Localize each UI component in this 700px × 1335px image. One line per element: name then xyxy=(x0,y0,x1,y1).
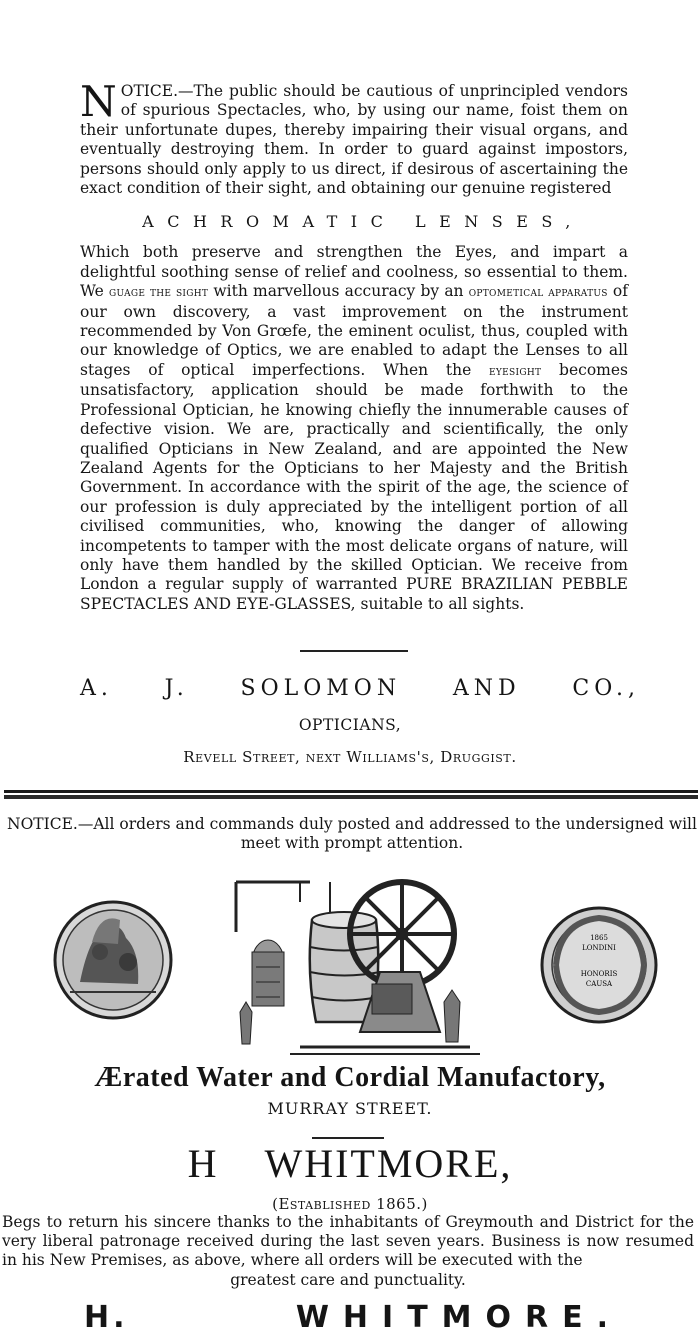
firm-address: Revell Street, next Williams's, Druggist. xyxy=(183,748,517,766)
firm-word: AND xyxy=(452,676,521,701)
whitmore-body-last: greatest care and punctuality. xyxy=(230,1270,466,1289)
lenses-heading: ACHROMATIC LENSES, xyxy=(142,212,584,232)
manufactory-headline: Ærated Water and Cordial Manufactory, xyxy=(94,1062,606,1093)
footer-initial: H. xyxy=(84,1300,129,1335)
medal-left-icon xyxy=(55,902,171,1018)
eyesight-smallcaps: eyesight xyxy=(489,363,542,379)
divider-rule xyxy=(312,1137,384,1139)
solomon-advert xyxy=(80,77,628,614)
medal-right-icon xyxy=(542,908,656,1022)
medal-text: LONDINI xyxy=(582,944,616,952)
whitmore-body-text: Begs to return his sincere thanks to the inhabitants of Greymouth and District for the very liberal patronage received during the last seven years. Business is now resumed in his New Premises, as above, where all orders will be executed with the xyxy=(2,1213,694,1270)
footer-signature xyxy=(0,1300,700,1335)
column-separator xyxy=(4,795,698,799)
gauge-smallcaps: guage the sight xyxy=(109,285,209,301)
firm-word: J. xyxy=(164,676,189,701)
proprietor-name xyxy=(0,1140,700,1187)
proprietor-surname: WHITMORE, xyxy=(264,1141,513,1186)
machinery-illustration xyxy=(0,872,700,1072)
column-separator xyxy=(4,790,698,793)
body-part-3: of our own discovery, a vast improvement on the instrument recommended by Von Grœfe, the eminent oculist, thus, coupled with our knowledge of Optics, we are enabled to adapt the Lenses to all stages of optical imperfections. When the xyxy=(80,282,628,379)
footer-surname: WHITMORE. xyxy=(295,1300,622,1335)
whitmore-notice: NOTICE.—All orders and commands duly posted and addressed to the undersigned will meet with prompt attention. xyxy=(7,815,697,852)
soda-machine-icon xyxy=(236,882,480,1054)
established-date: (Established 1865.) xyxy=(272,1195,428,1213)
medal-text: CAUSA xyxy=(585,980,613,988)
medal-text: HONORIS xyxy=(580,970,618,978)
firm-word: CO., xyxy=(572,676,640,701)
opticians-label: OPTICIANS, xyxy=(298,716,402,734)
body-part-1: Which both preserve and strengthen the Eyes, and impart a delightful soothing sense of relief and coolness, so essential to them. We xyxy=(80,243,628,301)
proprietor-initial: H xyxy=(187,1141,219,1186)
street-name: MURRAY STREET. xyxy=(267,1099,433,1118)
firm-name xyxy=(80,676,640,701)
body-part-2: with marvellous accuracy by an xyxy=(208,282,469,301)
whitmore-body xyxy=(2,1213,694,1290)
solomon-notice xyxy=(80,77,628,198)
apparatus-smallcaps: optometical apparatus xyxy=(468,285,608,301)
notice-text: OTICE.—The public should be cautious of unprincipled vendors of spurious Spectacles, who, by using our name, foist them on their unfortunate dupes, thereby impairing their visual organs, and eventually destroying them. In order to guard against impostors, persons should only apply to us direct, if desirous of ascertaining the exact condition of their sight, and obtaining our genuine registered xyxy=(80,82,628,198)
solomon-body xyxy=(80,243,628,614)
divider-rule xyxy=(300,650,408,652)
body-part-4: becomes unsatisfactory, application should be made forthwith to the Professional Optician, he knowing chiefly the innumerable causes of defective vision. We are, practically and scientifically, the only qualified Opticians in New Zealand, and are appointed the New Zealand Agents for the Opticians to her Majesty and the British Government. In accordance with the spirit of the age, the science of our profession is duly appreciated by the intelligent portion of all civilised communities, who, knowing the danger of allowing incompetents to tamper with the most delicate organs of nature, will only have them handled by the skilled Optician. We receive from London a regular supply of warranted PURE BRAZILIAN PEBBLE SPECTACLES AND EYE-GLASSES, suitable to all sights. xyxy=(80,360,628,613)
firm-word: SOLOMON xyxy=(240,676,402,701)
notice-dropcap: N xyxy=(80,77,117,126)
medal-text: 1865 xyxy=(590,934,608,942)
firm-word: A. xyxy=(80,676,113,701)
